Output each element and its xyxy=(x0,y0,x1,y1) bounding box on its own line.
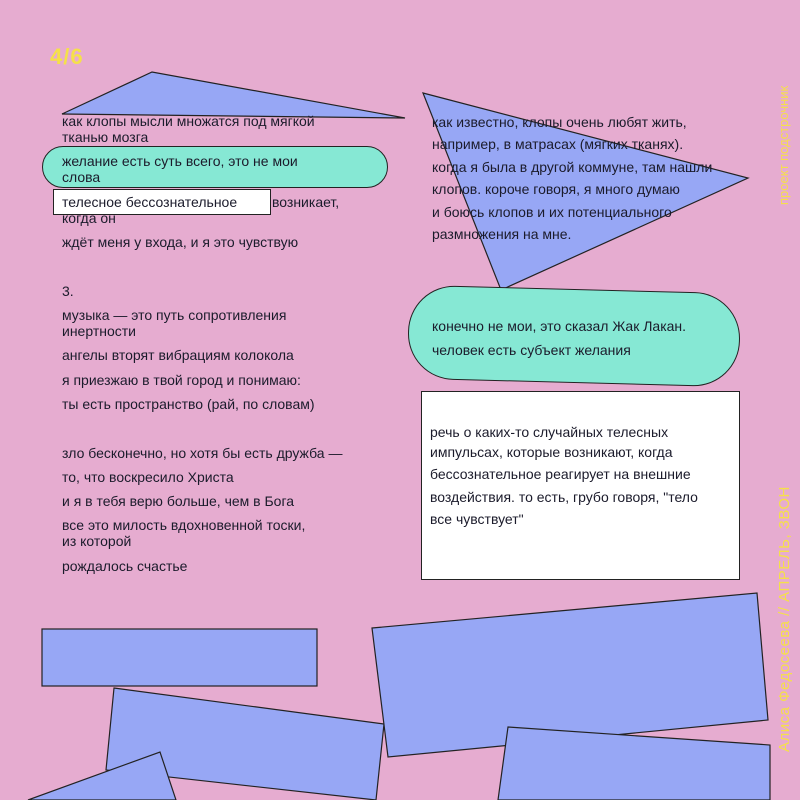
left-line-16: все это милость вдохновенной тоски, xyxy=(62,517,306,533)
note-line-3: бессознательное реагирует на внешние xyxy=(430,466,691,482)
left-line-3: желание есть суть всего, это не мои xyxy=(62,153,298,169)
note-box xyxy=(421,391,740,580)
left-line-10: ангелы вторят вибрациям колокола xyxy=(62,347,294,363)
left-line-5a: телесное бессознательное xyxy=(62,194,238,210)
mint-pill-right xyxy=(407,285,741,388)
left-line-17: из которой xyxy=(62,533,132,549)
left-line-1: как клопы мысли множатся под мягкой xyxy=(62,113,315,129)
left-line-11: я приезжаю в твой город и понимаю: xyxy=(62,372,301,388)
bottom-rect-5 xyxy=(28,752,176,800)
project-label: проект подстрочник xyxy=(776,85,791,205)
right-line-2: например, в матрасах (мягких тканях). xyxy=(432,136,684,152)
note-line-4: воздействия. то есть, грубо говоря, "тело xyxy=(430,489,698,505)
left-line-2: тканью мозга xyxy=(62,129,149,145)
left-triangle xyxy=(62,72,405,118)
right-line-5: и боюсь клопов и их потенциального xyxy=(432,204,672,220)
pill-line-2: человек есть субъект желания xyxy=(432,342,631,358)
right-line-1: как известно, клопы очень любят жить, xyxy=(432,114,687,130)
bottom-rect-4 xyxy=(498,727,770,800)
note-line-5: все чувствует" xyxy=(430,511,524,527)
author-label: Алиса Федосеева // АПРЕЛЬ, ЗВОН xyxy=(776,486,793,752)
left-line-14: то, что воскресило Христа xyxy=(62,469,234,485)
left-line-15: и я в тебя верю больше, чем в Бога xyxy=(62,493,295,509)
left-line-12: ты есть пространство (рай, по словам) xyxy=(62,396,315,412)
left-line-6: когда он xyxy=(62,210,116,226)
pill-line-1: конечно не мои, это сказал Жак Лакан. xyxy=(432,318,687,334)
right-line-4: клопов. короче говоря, я много думаю xyxy=(432,181,680,197)
left-line-5b: возникает, xyxy=(272,194,340,210)
note-line-1: речь о каких-то случайных телесных xyxy=(430,424,669,440)
left-line-9: инертности xyxy=(62,323,136,339)
left-line-8: музыка — это путь сопротивления xyxy=(62,307,287,323)
left-line-4: слова xyxy=(62,169,101,185)
left-line-18: рождалось счастье xyxy=(62,558,188,574)
sidebar xyxy=(772,0,800,800)
left-line-13: зло бесконечно, но хотя бы есть дружба — xyxy=(62,445,343,461)
bottom-rect-1 xyxy=(42,629,317,686)
left-line-7: ждёт меня у входа, и я это чувствую xyxy=(62,234,299,250)
right-line-3: когда я была в другой коммуне, там нашли xyxy=(432,159,713,175)
page-number: 4/6 xyxy=(50,44,84,69)
section-number: 3. xyxy=(62,283,74,299)
note-line-2: импульсах, которые возникают, когда xyxy=(430,444,673,460)
right-line-6: размножения на мне. xyxy=(432,226,572,242)
